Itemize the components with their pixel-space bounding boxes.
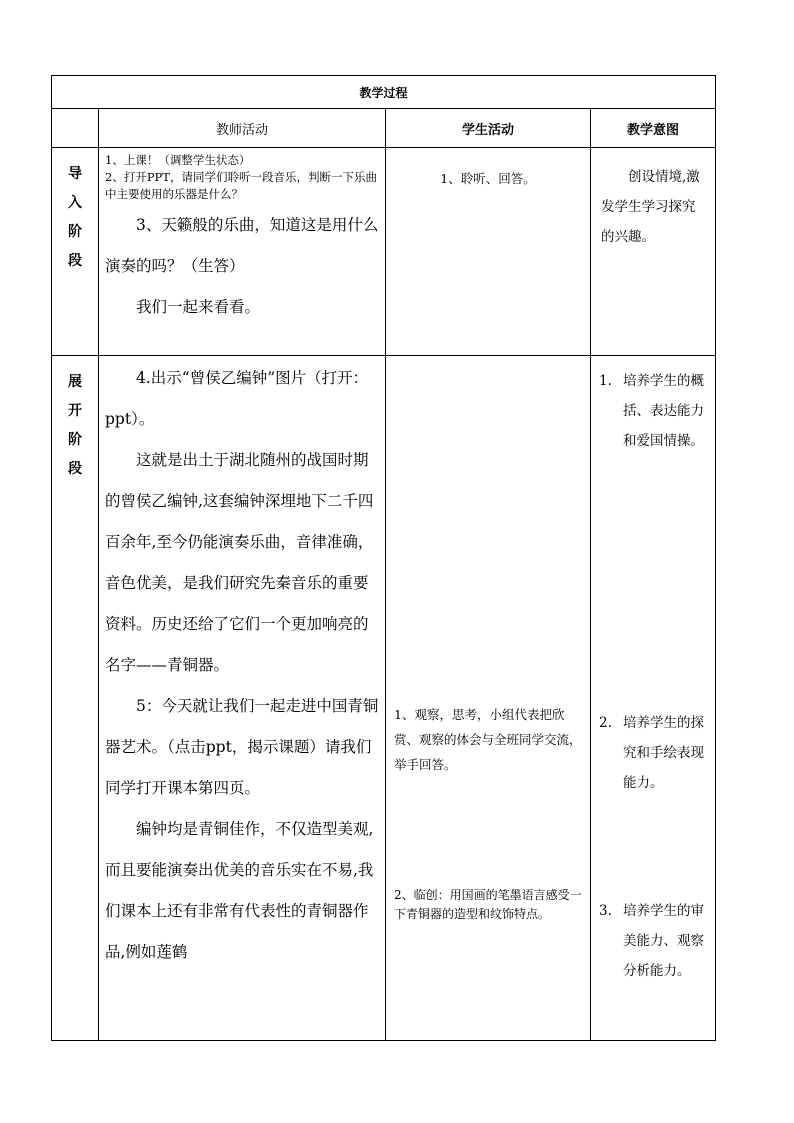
teacher-line: 2、打开PPT，请同学们聆听一段音乐，判断一下乐曲中主要使用的乐器是什么？: [105, 170, 377, 201]
student-activity-text: 1、聆听、回答。: [440, 171, 536, 186]
stage-intro-row: [52, 148, 716, 356]
header-teacher-activity: 教师活动: [99, 109, 386, 148]
header-student-activity: 学生活动: [386, 109, 591, 148]
intent-item-number: 2.: [599, 715, 612, 731]
stage-label-char: 展: [68, 374, 82, 390]
intent-item-text: 培养学生的审美能力、观察分析能力。: [623, 903, 704, 979]
teacher-paragraph: 我们一起来看看。: [136, 298, 261, 316]
intent-item-text: 培养学生的概括、表达能力和爱国情操。: [623, 373, 704, 449]
stage-label-char: 导: [68, 166, 82, 182]
title-row: [52, 76, 716, 109]
stage-label-char: 段: [68, 253, 82, 269]
stage-label-char: 段: [68, 461, 82, 477]
table-title: 教学过程: [52, 76, 716, 109]
stage-develop-label: [52, 356, 99, 1041]
teacher-paragraph: 3、天籁般的乐曲，知道这是用什么演奏的吗？（生答）: [105, 216, 379, 275]
teacher-paragraph: 这就是出土于湖北随州的战国时期的曾侯乙编钟,这套编钟深埋地下二千四百余年,至今仍能演奏乐曲，音律准确，音色优美，是我们研究先秦音乐的重要资料。历史还给了它们一个更加响亮的名字——青铜器。: [105, 451, 374, 674]
stage-label-char: 阶: [68, 224, 82, 240]
stage-label-char: 入: [68, 195, 82, 211]
intent-item-number: 3.: [599, 903, 612, 919]
intent-item: [599, 708, 709, 798]
stage-develop-row: [52, 356, 716, 1041]
teacher-paragraph: 5：今天就让我们一起走进中国青铜器艺术。（点击ppt，揭示课题）请我们同学打开课本第四页。: [105, 697, 379, 797]
stage-intro-student: [386, 148, 591, 356]
intent-item-number: 1.: [599, 373, 612, 389]
stage-label-char: 开: [68, 403, 82, 419]
header-teaching-intent: 教学意图: [591, 109, 716, 148]
stage-develop-intent: [591, 356, 716, 1041]
stage-develop-teacher: [99, 356, 386, 1041]
student-activity-1: 1、观察，思考，小组代表把欣赏、观察的体会与全班同学交流，举手回答。: [394, 707, 582, 772]
stage-label-char: 阶: [68, 432, 82, 448]
stage-develop-student: [386, 356, 591, 1041]
stage-intro-teacher: [99, 148, 386, 356]
intent-item: [599, 366, 709, 456]
stage-intro-intent: 创设情境,激发学生学习探究的兴趣。: [591, 148, 716, 356]
student-activity-2: 2、临创：用国画的笔墨语言感受一下青铜器的造型和纹饰特点。: [394, 888, 582, 921]
teacher-paragraph: 4.出示“曾侯乙编钟”图片（打开：ppt）。: [105, 369, 369, 428]
header-stage-blank: [52, 109, 99, 148]
stage-intro-label: [52, 148, 99, 356]
intent-item-text: 培养学生的探究和手绘表现能力。: [623, 715, 704, 791]
header-row: [52, 109, 716, 148]
teacher-paragraph: 编钟均是青铜佳作，不仅造型美观,而且要能演奏出优美的音乐实在不易,我们课本上还有非常有代表性的青铜器作品,例如莲鹤: [105, 820, 374, 961]
intent-item: [599, 896, 709, 986]
teaching-process-table: [51, 75, 716, 1041]
teacher-line: 1、上课！（调整学生状态）: [105, 153, 251, 167]
